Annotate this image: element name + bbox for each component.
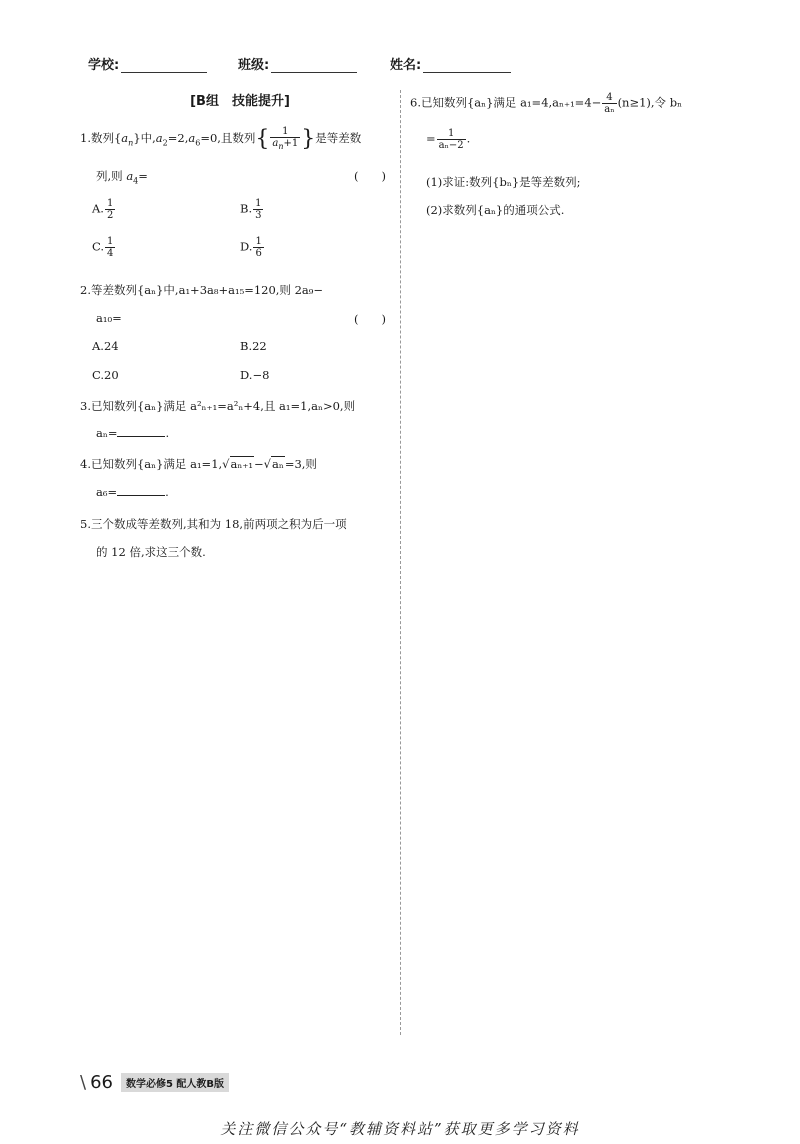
question-5-line1: 5.三个数成等差数列,其和为 18,前两项之积为后一项 — [80, 517, 347, 531]
q6-bn-fraction: $\frac{1}{\text{aₙ−2}}$ — [438, 128, 464, 151]
q4-text-b: =3,则 — [284, 457, 317, 471]
q1-text-a: 1.数列{ — [80, 131, 122, 145]
question-1-line2: 列,则 $a_4=$ ( ) — [96, 169, 386, 186]
question-5-line2: 的 12 倍,求这三个数. — [96, 545, 206, 559]
question-2-line1: 2.等差数列{aₙ}中,a₁+3a₈+a₁₅=120,则 2a₉− — [80, 283, 324, 297]
q6-part-2: (2)求数列{aₙ}的通项公式. — [426, 203, 565, 217]
q1-option-b — [240, 198, 264, 221]
sqrt-symbol: √ — [263, 457, 271, 471]
column-divider — [400, 90, 401, 1035]
name-blank — [423, 57, 511, 73]
q6-text-b: (n≥1),令 bₙ — [617, 95, 683, 110]
footer-slash-decoration: \ — [80, 1071, 87, 1093]
question-6-line1 — [410, 92, 682, 115]
q1-option-c-fraction: $\frac{1}{4}$ — [107, 236, 114, 259]
q1-option-d — [240, 236, 265, 259]
name-field — [390, 54, 511, 73]
page-number: 66 — [90, 1071, 113, 1093]
q1-option-b-label: B. — [240, 201, 253, 216]
q2-option-a: A.24 — [92, 339, 119, 353]
q4-answer-blank — [117, 485, 165, 496]
question-3-line2 — [96, 426, 169, 440]
q2-answer-paren: ( ) — [354, 312, 386, 326]
q4-period: . — [165, 485, 169, 499]
q1-option-d-label: D. — [240, 239, 253, 254]
q2-line2-text: a₁₀= — [96, 311, 122, 325]
q6-text-a: 6.已知数列{aₙ}满足 a₁=4,aₙ₊₁=4− — [410, 95, 602, 110]
q2-option-b: B.22 — [240, 339, 267, 353]
school-label: 学校: — [88, 58, 120, 73]
q3-period: . — [165, 426, 170, 440]
page-footer — [80, 1070, 229, 1094]
q3-line2-text: aₙ= — [96, 426, 118, 440]
right-brace: } — [301, 126, 316, 152]
q1-text-d: =0,且数列 — [200, 131, 256, 145]
q1-option-a-label: A. — [92, 201, 104, 216]
q4-sqrt1: aₙ₊₁ — [230, 457, 254, 471]
q1-text-e: 是等差数 — [315, 131, 362, 145]
q1-option-d-fraction: $\frac{1}{6}$ — [255, 236, 262, 259]
q1-text-b: }中, — [133, 131, 156, 145]
q1-answer-paren: ( ) — [354, 169, 386, 183]
q4-text-a: 4.已知数列{aₙ}满足 a₁=1, — [80, 457, 223, 471]
question-1-stem: 1.数列$\{a_n\}$中$,a_2=2,a_6=0$,且数列{ $\frac{1}{a_n+1}$ }是等差数 — [80, 126, 362, 152]
q6-part-1: (1)求证:数列{bₙ}是等差数列; — [426, 175, 581, 189]
sqrt-symbol: √ — [222, 457, 230, 471]
q1-option-c-label: C. — [92, 239, 105, 254]
q4-sqrt2: aₙ — [271, 457, 284, 471]
q1-sequence-fraction: $\frac{1}{a_n+1}$ — [272, 126, 299, 151]
class-label: 班级: — [238, 58, 270, 73]
q6-fraction: $\frac{4}{\text{aₙ}}$ — [604, 92, 615, 115]
school-blank — [121, 57, 207, 73]
q1-line2-text: 列,则 — [96, 169, 123, 183]
q2-option-c: C.20 — [92, 368, 119, 382]
q1-option-a-fraction: $\frac{1}{2}$ — [106, 198, 114, 221]
section-title: [B组 技能提升] — [190, 94, 290, 109]
q4-line2-text: a₆= — [96, 485, 118, 499]
q6-period: . — [466, 131, 471, 146]
question-3-line1: 3.已知数列{aₙ}满足 a²ₙ₊₁=a²ₙ+4,且 a₁=1,aₙ>0,则 — [80, 399, 356, 413]
question-4-line2 — [96, 485, 169, 499]
watermark-text: 关注微信公众号“教辅资料站”获取更多学习资料 — [220, 1120, 580, 1138]
q1-text-c: =2, — [167, 131, 189, 145]
name-label: 姓名: — [390, 58, 422, 73]
left-brace: { — [255, 126, 270, 152]
student-info-header — [88, 54, 518, 76]
book-title-badge: 数学必修5 配人教B版 — [121, 1073, 229, 1092]
q1-option-a — [92, 198, 116, 221]
school-field — [88, 54, 207, 73]
question-4-line1 — [80, 456, 317, 472]
q3-answer-blank — [117, 426, 165, 437]
question-2-line2 — [96, 311, 392, 325]
q4-minus: − — [254, 457, 264, 471]
q1-option-c — [92, 236, 116, 259]
class-blank — [271, 57, 357, 73]
q6-equals: = — [426, 131, 436, 146]
q1-option-b-fraction: $\frac{1}{3}$ — [255, 198, 262, 221]
question-6-line2 — [426, 128, 470, 151]
class-field — [238, 54, 357, 73]
q2-option-d: D.−8 — [240, 368, 270, 382]
